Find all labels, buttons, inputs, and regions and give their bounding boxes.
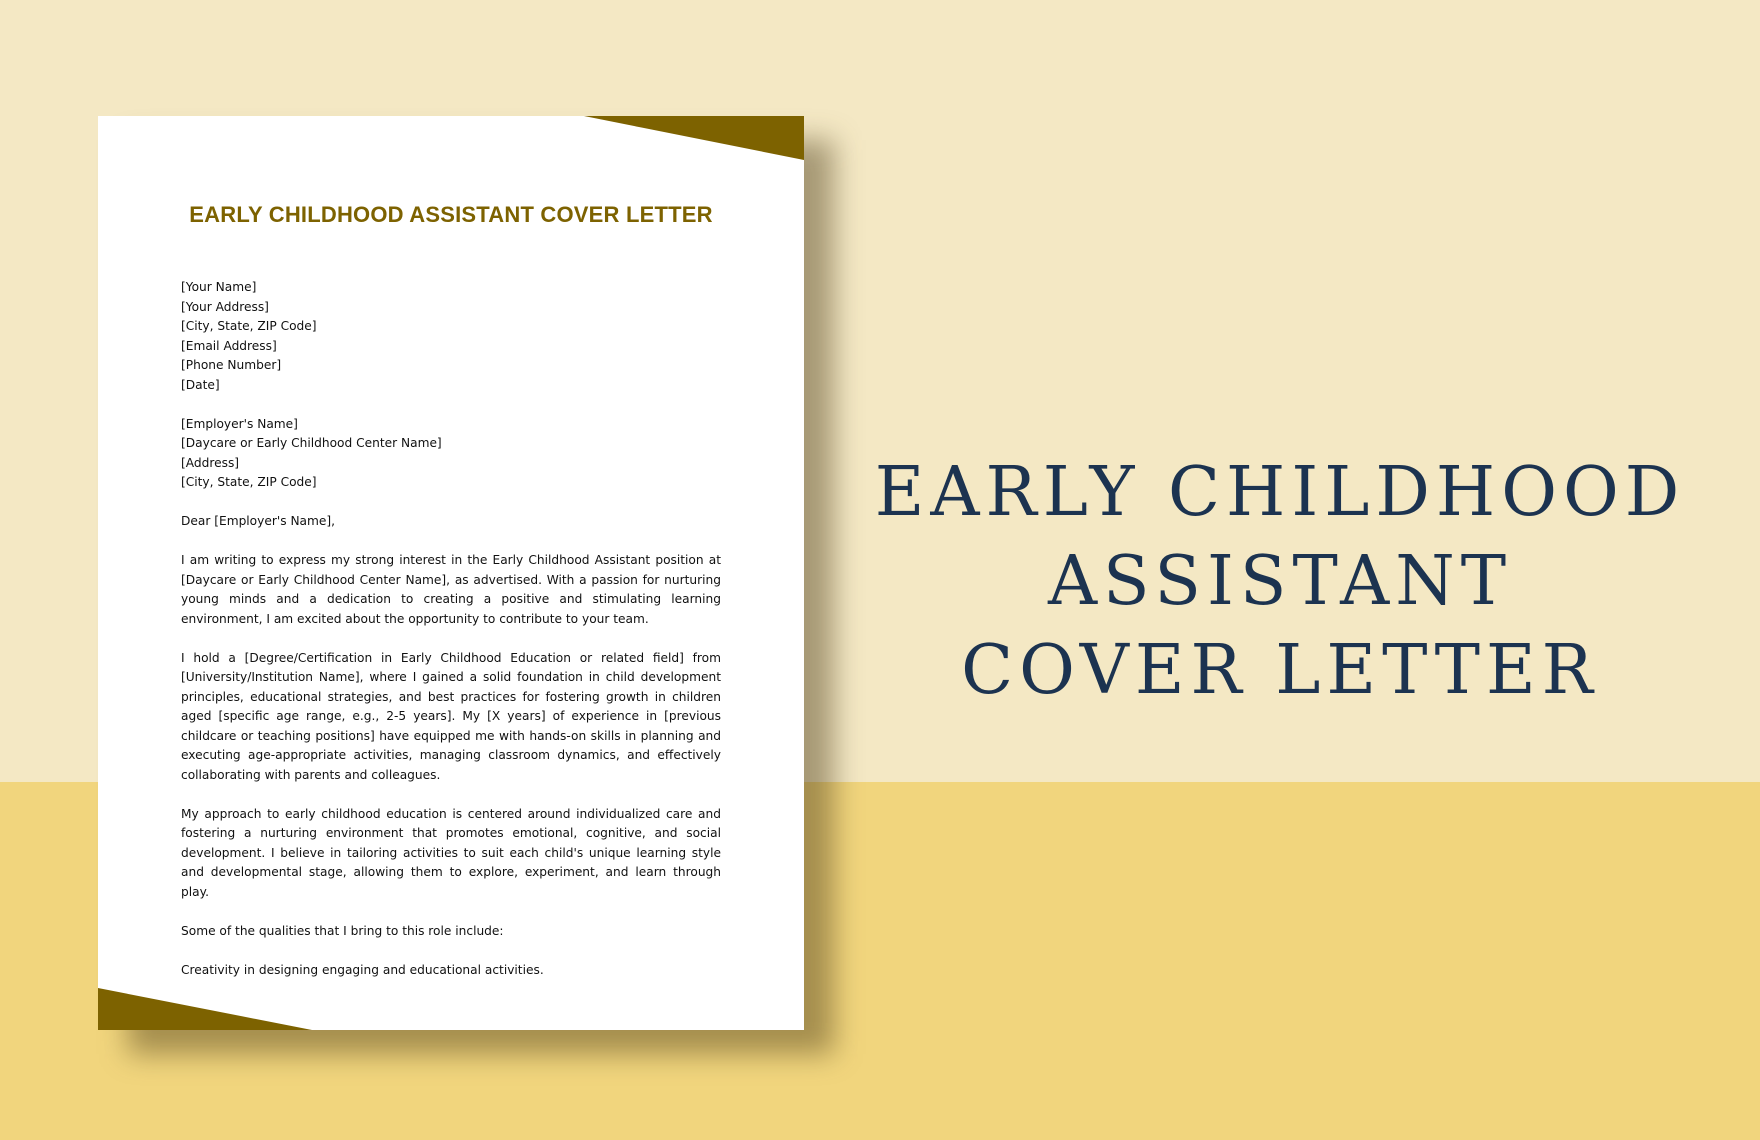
document-preview — [98, 116, 804, 1030]
sender-name: [Your Name] — [181, 280, 257, 294]
recipient-city: [City, State, ZIP Code] — [181, 475, 317, 489]
paragraph-intro: I am writing to express my strong interest in the Early Childhood Assistant position at [Daycare or Early Childhood Center Name], as advertised. With a passion for nurturing young minds and a dedication to creating a positive and stimulating learning environment, I am excited about the opportunity to contribute to your team. — [181, 553, 721, 626]
sender-email: [Email Address] — [181, 338, 277, 353]
recipient-address: [Address] — [181, 455, 240, 470]
letter-body — [181, 278, 721, 1000]
recipient-block — [181, 415, 721, 493]
hero-line-1: EARLY CHILDHOOD — [874, 453, 1686, 532]
hero-line-3: COVER LETTER — [961, 631, 1599, 710]
paragraph-education: I hold a [Degree/Certification in Early Childhood Education or related field] from [University/Institution Name], where I gained a solid foundation in child development principles, educational strategies, and best practices for fostering growth in children aged [specific age range, e.g., 2-5 years]. My [X years] of experience in [previous childcare or teaching positions] have equipped me with hands-on skills in planning and executing age-appropriate activities, managing classroom dynamics, and effectively collaborating with parents and colleagues. — [181, 650, 721, 782]
document-title: EARLY CHILDHOOD ASSISTANT COVER LETTER — [189, 202, 713, 227]
hero-line-2: ASSISTANT — [1047, 542, 1513, 621]
sender-phone: [Phone Number] — [181, 358, 282, 372]
salutation: Dear [Employer's Name], — [181, 514, 336, 528]
recipient-organization: [Daycare or Early Childhood Center Name] — [181, 436, 442, 450]
recipient-name: [Employer's Name] — [181, 416, 298, 431]
sender-date: [Date] — [181, 377, 220, 392]
paragraph-qualities-intro: Some of the qualities that I bring to this role include: — [181, 923, 504, 938]
paragraph-quality-creativity: Creativity in designing engaging and educational activities. — [181, 962, 544, 977]
sender-address: [Your Address] — [181, 299, 269, 314]
hero-title — [870, 448, 1690, 715]
sender-block — [181, 278, 721, 395]
paragraph-approach: My approach to early childhood education is centered around individualized care and fostering a nurturing environment that promotes emotional, cognitive, and social development. I believe in tailoring activities to suit each child's unique learning style and developmental stage, allowing them to explore, experiment, and learn through play. — [181, 806, 721, 899]
top-right-corner-accent — [584, 116, 804, 160]
sender-city: [City, State, ZIP Code] — [181, 319, 317, 333]
